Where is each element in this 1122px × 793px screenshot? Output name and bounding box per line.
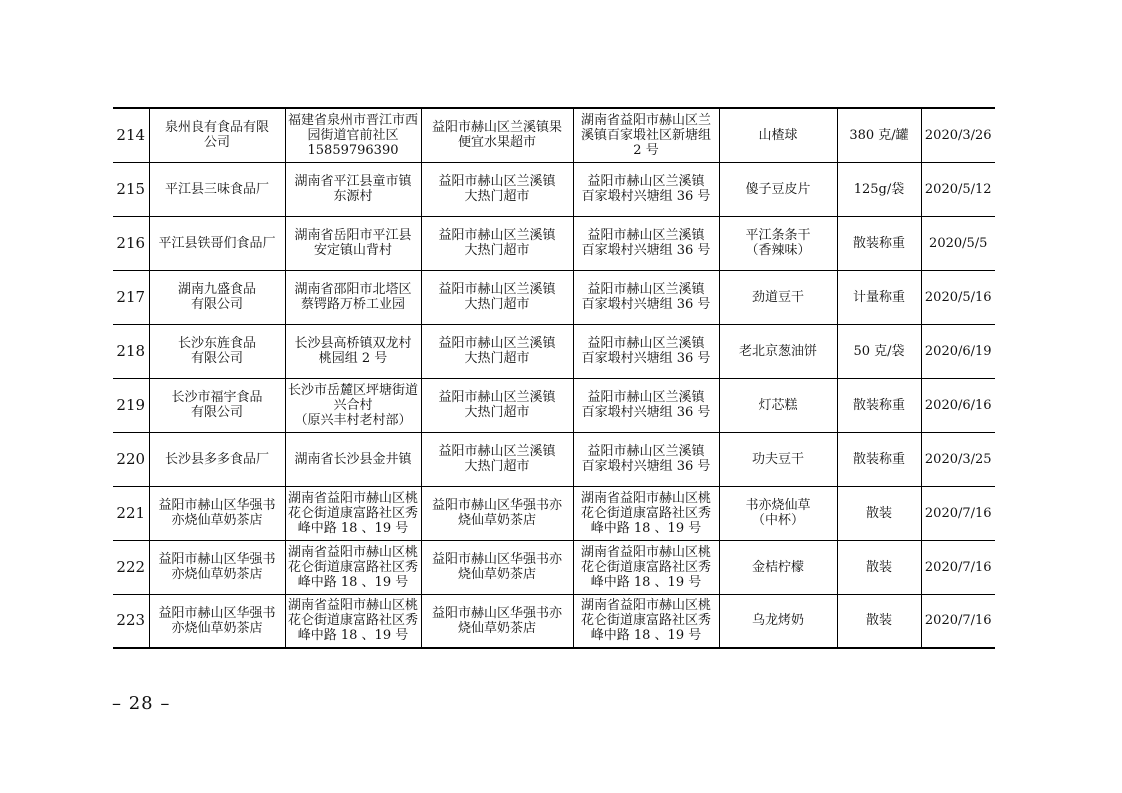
sampled-unit-address-cell: 益阳市赫山区兰溪镇 百家塅村兴塘组 36 号 [573, 216, 719, 270]
sampled-unit-name-cell: 益阳市赫山区兰溪镇 大热门超市 [421, 324, 573, 378]
specification-cell: 50 克/袋 [837, 324, 921, 378]
production-date-cell: 2020/3/25 [921, 432, 995, 486]
production-date-cell: 2020/7/16 [921, 594, 995, 648]
production-date-cell: 2020/7/16 [921, 540, 995, 594]
table-row [113, 540, 995, 594]
sampled-unit-address-cell: 益阳市赫山区兰溪镇 百家塅村兴塘组 36 号 [573, 324, 719, 378]
sampled-unit-name-cell: 益阳市赫山区华强书亦 烧仙草奶茶店 [421, 594, 573, 648]
specification-cell: 散装称重 [837, 432, 921, 486]
product-name-cell: 傻子豆皮片 [719, 162, 837, 216]
product-name-cell: 平江条条干 （香辣味） [719, 216, 837, 270]
production-date-cell: 2020/5/16 [921, 270, 995, 324]
manufacturer-address-cell: 长沙县高桥镇双龙村 桃园组 2 号 [285, 324, 421, 378]
manufacturer-address-cell: 湖南省岳阳市平江县 安定镇山背村 [285, 216, 421, 270]
product-name-cell: 灯芯糕 [719, 378, 837, 432]
sampled-unit-address-cell: 益阳市赫山区兰溪镇 百家塅村兴塘组 36 号 [573, 378, 719, 432]
manufacturer-address-cell: 湖南省邵阳市北塔区 蔡锷路万桥工业园 [285, 270, 421, 324]
serial-number-cell: 218 [113, 324, 149, 378]
table-row [113, 594, 995, 648]
product-name-cell: 山楂球 [719, 108, 837, 162]
sampled-unit-address-cell: 湖南省益阳市赫山区兰 溪镇百家塅社区新塘组 2 号 [573, 108, 719, 162]
table-row [113, 108, 995, 162]
sampled-unit-name-cell: 益阳市赫山区华强书亦 烧仙草奶茶店 [421, 540, 573, 594]
production-date-cell: 2020/5/12 [921, 162, 995, 216]
serial-number-cell: 222 [113, 540, 149, 594]
serial-number-cell: 214 [113, 108, 149, 162]
serial-number-cell: 215 [113, 162, 149, 216]
sampled-unit-name-cell: 益阳市赫山区兰溪镇 大热门超市 [421, 378, 573, 432]
sampled-unit-name-cell: 益阳市赫山区兰溪镇 大热门超市 [421, 432, 573, 486]
sampled-unit-address-cell: 湖南省益阳市赫山区桃 花仑街道康富路社区秀 峰中路 18 、19 号 [573, 486, 719, 540]
table-row [113, 216, 995, 270]
manufacturer-name-cell: 平江县三味食品厂 [149, 162, 285, 216]
manufacturer-name-cell: 益阳市赫山区华强书 亦烧仙草奶茶店 [149, 486, 285, 540]
table-row [113, 162, 995, 216]
manufacturer-name-cell: 长沙东旌食品 有限公司 [149, 324, 285, 378]
specification-cell: 125g/袋 [837, 162, 921, 216]
manufacturer-name-cell: 平江县铁哥们食品厂 [149, 216, 285, 270]
serial-number-cell: 223 [113, 594, 149, 648]
page-number: – 28 – [112, 693, 171, 714]
sampled-unit-address-cell: 益阳市赫山区兰溪镇 百家塅村兴塘组 36 号 [573, 162, 719, 216]
sampled-unit-name-cell: 益阳市赫山区兰溪镇 大热门超市 [421, 270, 573, 324]
sampled-unit-name-cell: 益阳市赫山区兰溪镇 大热门超市 [421, 216, 573, 270]
production-date-cell: 2020/5/5 [921, 216, 995, 270]
production-date-cell: 2020/7/16 [921, 486, 995, 540]
specification-cell: 380 克/罐 [837, 108, 921, 162]
table-row [113, 486, 995, 540]
serial-number-cell: 217 [113, 270, 149, 324]
product-name-cell: 金桔柠檬 [719, 540, 837, 594]
table-row [113, 324, 995, 378]
manufacturer-address-cell: 长沙市岳麓区坪塘街道 兴合村 （原兴丰村老村部） [285, 378, 421, 432]
table-row [113, 432, 995, 486]
manufacturer-address-cell: 湖南省益阳市赫山区桃 花仑街道康富路社区秀 峰中路 18 、19 号 [285, 486, 421, 540]
production-date-cell: 2020/6/19 [921, 324, 995, 378]
serial-number-cell: 216 [113, 216, 149, 270]
manufacturer-name-cell: 益阳市赫山区华强书 亦烧仙草奶茶店 [149, 594, 285, 648]
manufacturer-address-cell: 湖南省长沙县金井镇 [285, 432, 421, 486]
specification-cell: 散装 [837, 594, 921, 648]
specification-cell: 散装 [837, 486, 921, 540]
serial-number-cell: 221 [113, 486, 149, 540]
manufacturer-name-cell: 泉州良有食品有限 公司 [149, 108, 285, 162]
sampled-unit-name-cell: 益阳市赫山区兰溪镇 大热门超市 [421, 162, 573, 216]
product-name-cell: 乌龙烤奶 [719, 594, 837, 648]
manufacturer-name-cell: 湖南九盛食品 有限公司 [149, 270, 285, 324]
table-row [113, 270, 995, 324]
manufacturer-address-cell: 湖南省益阳市赫山区桃 花仑街道康富路社区秀 峰中路 18 、19 号 [285, 540, 421, 594]
table-body [113, 108, 995, 648]
serial-number-cell: 219 [113, 378, 149, 432]
manufacturer-name-cell: 益阳市赫山区华强书 亦烧仙草奶茶店 [149, 540, 285, 594]
product-name-cell: 书亦烧仙草 （中杯） [719, 486, 837, 540]
manufacturer-name-cell: 长沙县多多食品厂 [149, 432, 285, 486]
production-date-cell: 2020/6/16 [921, 378, 995, 432]
production-date-cell: 2020/3/26 [921, 108, 995, 162]
sampled-unit-name-cell: 益阳市赫山区华强书亦 烧仙草奶茶店 [421, 486, 573, 540]
specification-cell: 散装称重 [837, 216, 921, 270]
serial-number-cell: 220 [113, 432, 149, 486]
sampled-unit-address-cell: 湖南省益阳市赫山区桃 花仑街道康富路社区秀 峰中路 18 、19 号 [573, 540, 719, 594]
manufacturer-address-cell: 湖南省平江县童市镇 东源村 [285, 162, 421, 216]
sampled-unit-address-cell: 益阳市赫山区兰溪镇 百家塅村兴塘组 36 号 [573, 432, 719, 486]
specification-cell: 散装称重 [837, 378, 921, 432]
manufacturer-address-cell: 湖南省益阳市赫山区桃 花仑街道康富路社区秀 峰中路 18 、19 号 [285, 594, 421, 648]
sampling-results-table [113, 107, 995, 649]
sampled-unit-name-cell: 益阳市赫山区兰溪镇果 便宜水果超市 [421, 108, 573, 162]
manufacturer-address-cell: 福建省泉州市晋江市西 园街道官前社区 15859796390 [285, 108, 421, 162]
specification-cell: 散装 [837, 540, 921, 594]
sampled-unit-address-cell: 湖南省益阳市赫山区桃 花仑街道康富路社区秀 峰中路 18 、19 号 [573, 594, 719, 648]
table-row [113, 378, 995, 432]
manufacturer-name-cell: 长沙市福宇食品 有限公司 [149, 378, 285, 432]
product-name-cell: 功夫豆干 [719, 432, 837, 486]
product-name-cell: 劲道豆干 [719, 270, 837, 324]
sampled-unit-address-cell: 益阳市赫山区兰溪镇 百家塅村兴塘组 36 号 [573, 270, 719, 324]
product-name-cell: 老北京葱油饼 [719, 324, 837, 378]
specification-cell: 计量称重 [837, 270, 921, 324]
